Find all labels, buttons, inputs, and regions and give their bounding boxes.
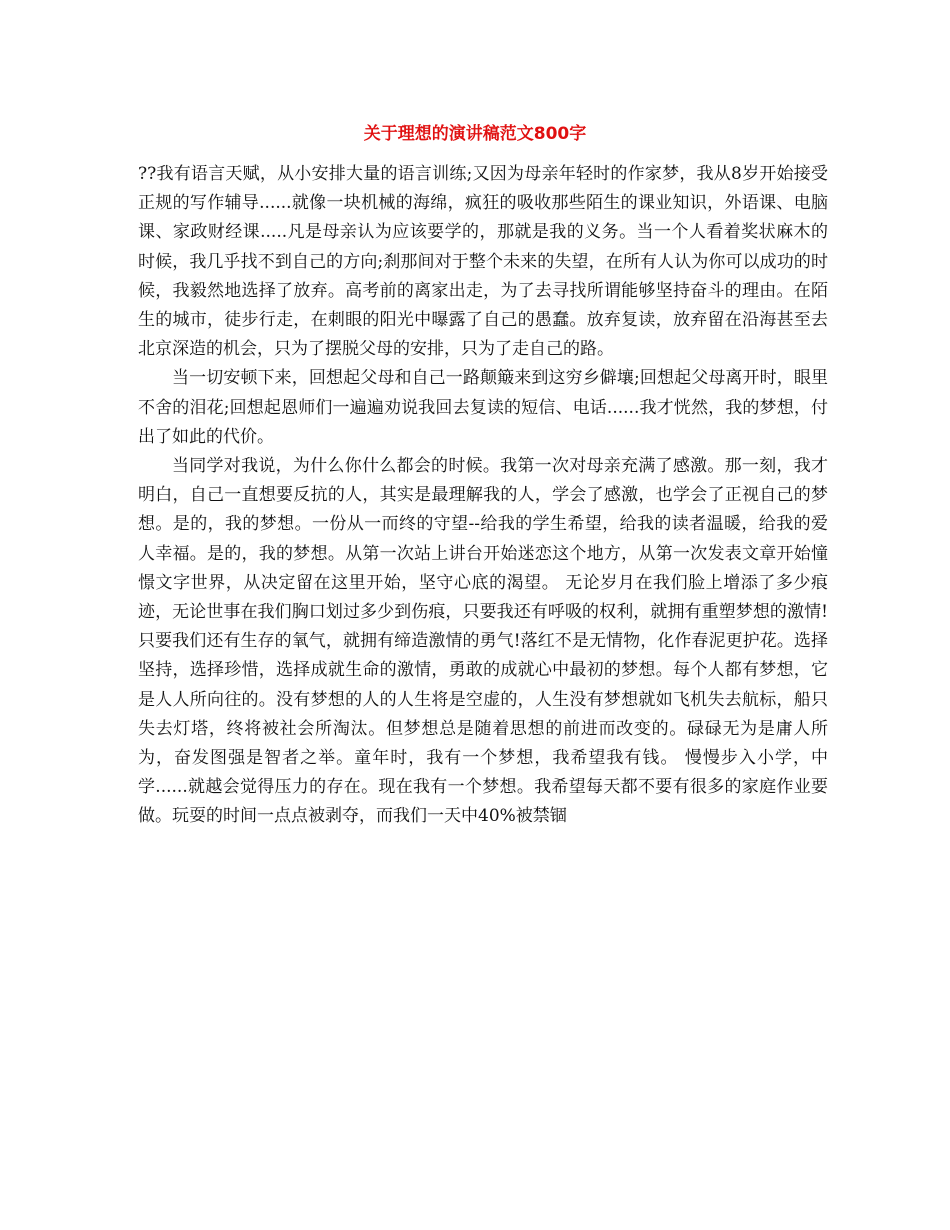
document-body [138, 160, 828, 832]
paragraph-3: 当同学对我说，为什么你什么都会的时候。我第一次对母亲充满了感激。那一刻，我才明白，自己一直想要反抗的人，其实是最理解我的人，学会了感激，也学会了正视自己的梦想。是的，我的梦想。一份从一而终的守望--给我的学生希望，给我的读者温暖，给我的爱人幸福。是的，我的梦想。从第一次站上讲台开始迷恋这个地方，从第一次发表文章开始憧憬文字世界，从决定留在这里开始，坚守心底的渴望。 无论岁月在我们脸上增添了多少痕迹，无论世事在我们胸口划过多少到伤痕，只要我还有呼吸的权利，就拥有重塑梦想的激情!只要我们还有生存的氧气，就拥有缔造激情的勇气!落红不是无情物，化作春泥更护花。选择坚持，选择珍惜，选择成就生命的激情，勇敢的成就心中最初的梦想。每个人都有梦想，它是人人所向往的。没有梦想的人的人生将是空虚的，人生没有梦想就如飞机失去航标，船只失去灯塔，终将被社会所淘汰。但梦想总是随着思想的前进而改变的。碌碌无为是庸人所为，奋发图强是智者之举。童年时，我有一个梦想，我希望我有钱。 慢慢步入小学，中学......就越会觉得压力的存在。现在我有一个梦想。我希望每天都不要有很多的家庭作业要做。玩耍的时间一点点被剥夺，而我们一天中40%被禁锢 [138, 456, 828, 827]
paragraph-2: 当一切安顿下来，回想起父母和自己一路颠簸来到这穷乡僻壤;回想起父母离开时，眼里不舍的泪花;回想起恩师们一遍遍劝说我回去复读的短信、电话......我才恍然，我的梦想，付出了如此的代价。 [138, 368, 828, 447]
paragraph-1: ??我有语言天赋，从小安排大量的语言训练;又因为母亲年轻时的作家梦，我从8岁开始接受正规的写作辅导......就像一块机械的海绵，疯狂的吸收那些陌生的课业知识，外语课、电脑课、家政财经课.....凡是母亲认为应该要学的，那就是我的义务。当一个人看着奖状麻木的时候，我几乎找不到自己的方向;刹那间对于整个未来的失望，在所有人认为你可以成功的时候，我毅然地选择了放弃。高考前的离家出走，为了去寻找所谓能够坚持奋斗的理由。在陌生的城市，徒步行走，在刺眼的阳光中曝露了自己的愚蠢。放弃复读，放弃留在沿海甚至去北京深造的机会，只为了摆脱父母的安排，只为了走自己的路。 [138, 164, 828, 360]
document-title: 关于理想的演讲稿范文800字 [363, 124, 587, 144]
